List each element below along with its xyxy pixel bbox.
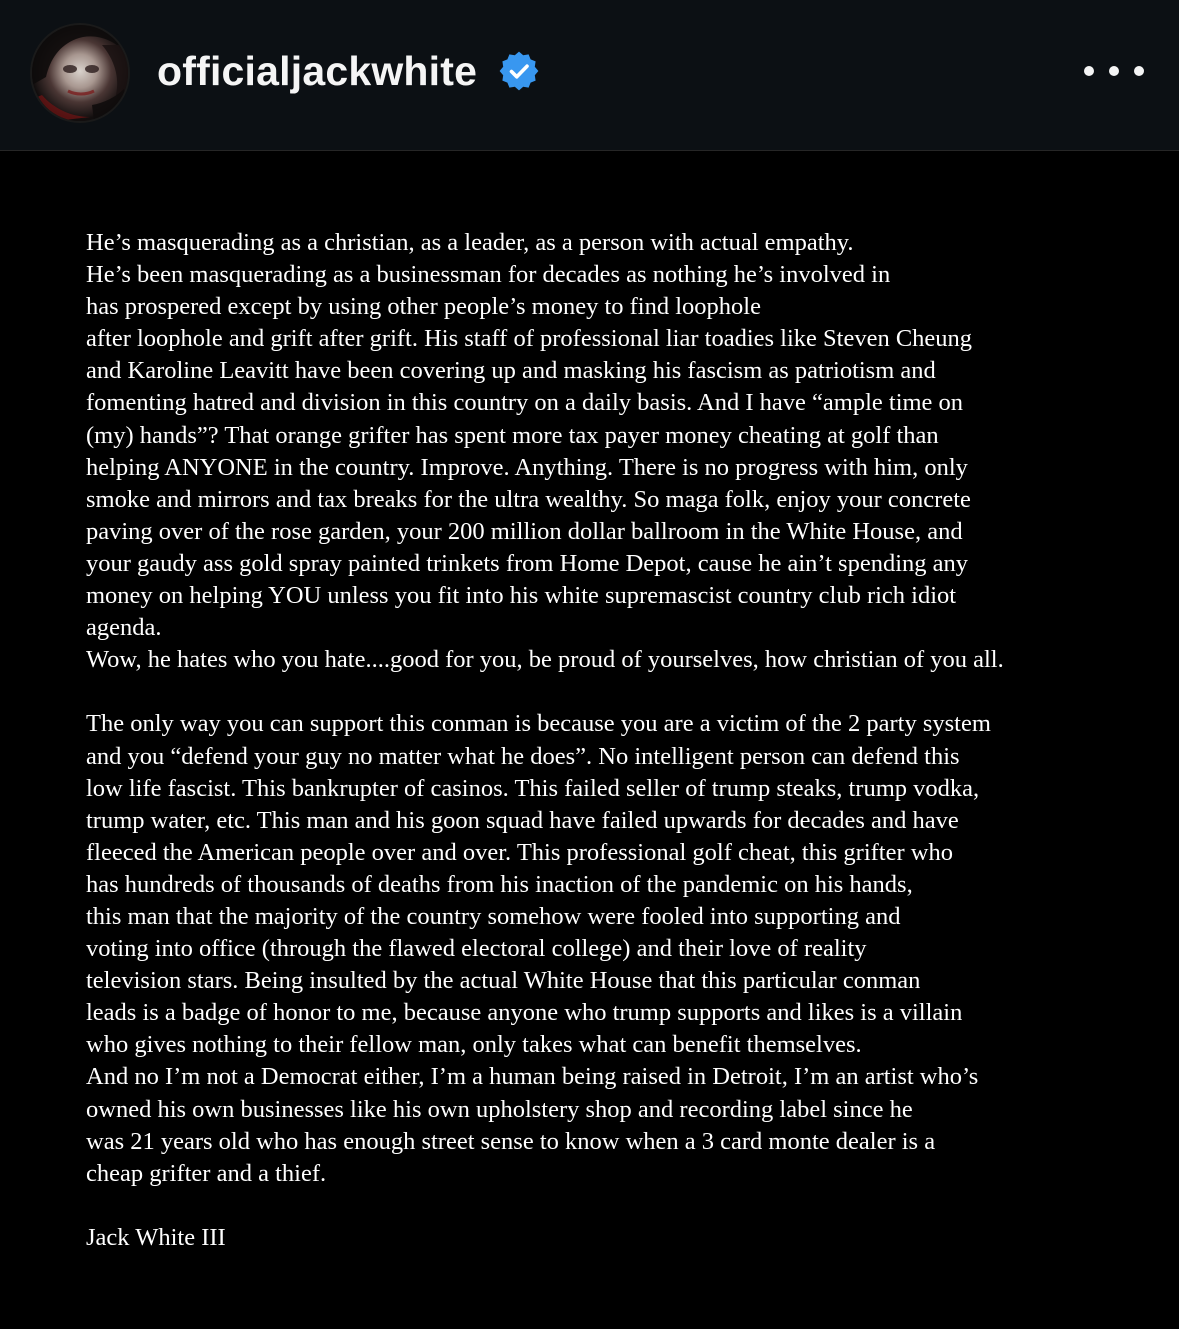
statement-line: owned his own businesses like his own upholstery shop and recording label since he (86, 1095, 913, 1123)
post-header (0, 0, 1179, 151)
signature: Jack White III (86, 1223, 226, 1251)
statement-line: He’s been masquerading as a businessman for decades as nothing he’s involved in (86, 261, 891, 289)
statement-line: and Karoline Leavitt have been covering up and masking his fascism as patriotism and (86, 357, 936, 385)
statement-line: this man that the majority of the country somehow were fooled into supporting and (86, 902, 901, 930)
statement-text (86, 227, 1136, 1254)
statement-line: voting into office (through the flawed electoral college) and their love of reality (86, 935, 867, 963)
post-image[interactable] (0, 151, 1179, 1329)
statement-line: and you “defend your guy no matter what he does”. No intelligent person can defend this (86, 742, 960, 770)
statement-line: leads is a badge of honor to me, because anyone who trump supports and likes is a villain (86, 999, 963, 1027)
profile-avatar[interactable] (32, 25, 128, 121)
more-options-icon (1084, 66, 1094, 76)
statement-line: has hundreds of thousands of deaths from his inaction of the pandemic on his hands, (86, 870, 913, 898)
statement-line: And no I’m not a Democrat either, I’m a human being raised in Detroit, I’m an artist who’s (86, 1063, 979, 1091)
statement-line: after loophole and grift after grift. His staff of professional liar toadies like Steven Cheung (86, 325, 973, 353)
paragraph-gap (86, 676, 1136, 708)
username[interactable]: officialjackwhite (157, 48, 478, 94)
statement-line: He’s masquerading as a christian, as a leader, as a person with actual empathy. (86, 229, 854, 256)
more-options-icon-dot (1134, 66, 1144, 76)
statement-line: paving over of the rose garden, your 200 million dollar ballroom in the White House, and (86, 517, 963, 545)
statement-line: cheap grifter and a thief. (86, 1159, 327, 1187)
statement-line: who gives nothing to their fellow man, only takes what can benefit themselves. (86, 1031, 862, 1059)
statement-line: was 21 years old who has enough street sense to know when a 3 card monte dealer is a (86, 1127, 936, 1155)
avatar-photo-icon (32, 25, 128, 121)
statement-line: your gaudy ass gold spray painted trinkets from Home Depot, cause he ain’t spending any (86, 549, 969, 577)
paragraph-gap (86, 1190, 1136, 1222)
statement-line: low life fascist. This bankrupter of casinos. This failed seller of trump steaks, trump vodka, (86, 774, 980, 802)
statement-line: (my) hands”? That orange grifter has spent more tax payer money cheating at golf than (86, 421, 939, 449)
statement-line: fomenting hatred and division in this country on a daily basis. And I have “ample time on (86, 389, 964, 417)
statement-line: smoke and mirrors and tax breaks for the ultra wealthy. So maga folk, enjoy your concrete (86, 485, 971, 513)
statement-line: trump water, etc. This man and his goon squad have failed upwards for decades and have (86, 806, 959, 834)
statement-line: The only way you can support this conman is because you are a victim of the 2 party system (86, 710, 991, 738)
statement-line: Wow, he hates who you hate....good for you, be proud of yourselves, how christian of you all. (86, 646, 1004, 674)
more-options-icon-dot (1109, 66, 1119, 76)
statement-line: television stars. Being insulted by the actual White House that this particular conman (86, 967, 921, 995)
statement-line: agenda. (86, 614, 162, 642)
statement-line: has prospered except by using other people’s money to find loophole (86, 293, 761, 321)
statement-line: helping ANYONE in the country. Improve. Anything. There is no progress with him, only (86, 453, 968, 481)
statement-line: fleeced the American people over and over. This professional golf cheat, this grifter who (86, 838, 953, 866)
verified-badge-icon (499, 51, 539, 91)
statement-line: money on helping YOU unless you fit into his white supremascist country club rich idiot (86, 582, 957, 610)
more-options-button[interactable] (1084, 52, 1144, 90)
